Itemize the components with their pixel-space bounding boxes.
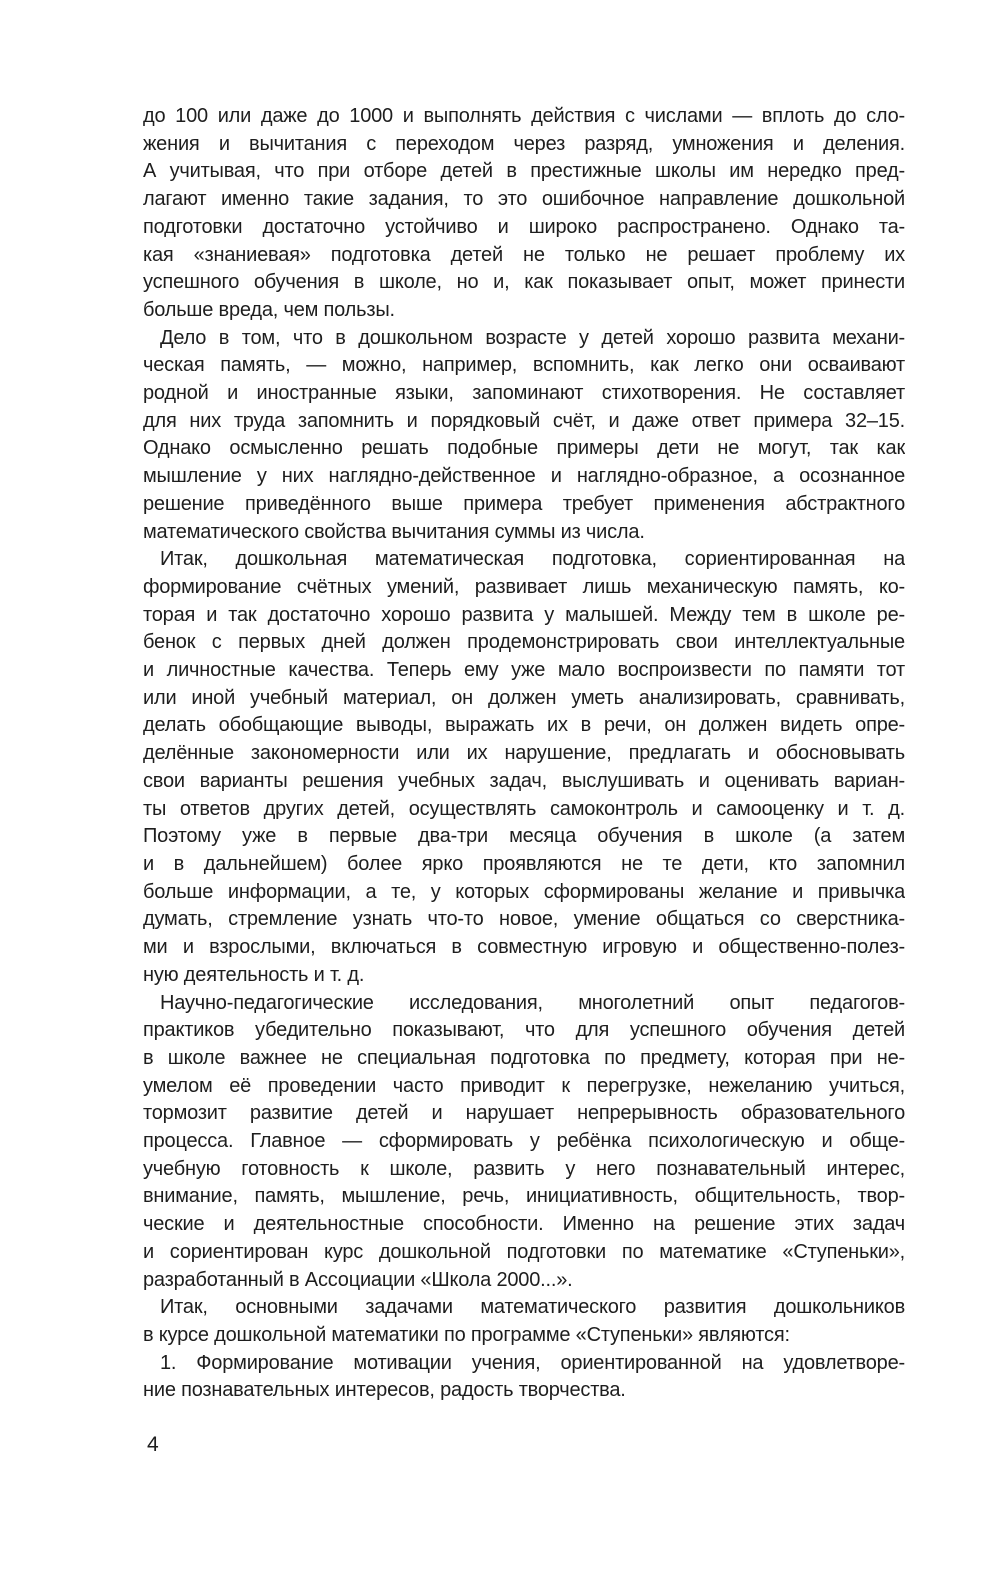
text-line: ми и взрослыми, включаться в совместную игровую и общественно-полез- [143, 936, 905, 959]
text-line: ную деятельность и т. д. [143, 963, 365, 986]
text-line: и личностные качества. Теперь ему уже мало воспроизвести по памяти тот [143, 659, 905, 682]
text-line: умелом её проведении часто приводит к перегрузке, нежеланию учиться, [143, 1074, 905, 1097]
text-line: лагают именно такие задания, то это ошибочное направление дошкольной [143, 188, 905, 211]
text-line: Научно-педагогические исследования, многолетний опыт педагогов- [160, 991, 905, 1014]
text-line: больше вреда, чем пользы. [143, 298, 395, 321]
text-line: жения и вычитания с переходом через разряд, умножения и деления. [143, 132, 905, 155]
text-line: внимание, память, мышление, речь, инициативность, общительность, твор- [143, 1185, 905, 1208]
text-line: успешного обучения в школе, но и, как показывает опыт, может принести [143, 271, 905, 294]
paragraph [143, 325, 905, 547]
text-line: тормозит развитие детей и нарушает непрерывность образовательного [143, 1102, 905, 1125]
text-line: и в дальнейшем) более ярко проявляются не те дети, кто запомнил [143, 852, 905, 875]
text-line: кая «знаниевая» подготовка детей не только не решает проблему их [143, 243, 905, 266]
text-line: для них труда запомнить и порядковый счёт, и даже ответ примера 32–15. [143, 409, 905, 432]
text-line: Итак, основными задачами математического развития дошкольников [160, 1296, 905, 1319]
text-line: торая и так достаточно хорошо развита у малышей. Между тем в школе ре- [143, 603, 905, 626]
text-line: думать, стремление узнать что-то новое, умение общаться со сверстника- [143, 908, 905, 931]
paragraph [143, 1350, 905, 1405]
text-line: в школе важнее не специальная подготовка по предмету, которая при не- [143, 1046, 905, 1069]
text-line: 1. Формирование мотивации учения, ориентированной на удовлетворе- [160, 1351, 905, 1374]
text-line: учебную готовность к школе, развить у него познавательный интерес, [143, 1157, 905, 1180]
text-block [143, 103, 905, 1405]
text-line: делать обобщающие выводы, выражать их в речи, он должен видеть опре- [143, 714, 905, 737]
text-line: в курсе дошкольной математики по программе «Ступеньки» являются: [143, 1323, 790, 1346]
page-number: 4 [147, 1433, 159, 1456]
text-line: ты ответов других детей, осуществлять самоконтроль и самооценку и т. д. [143, 797, 905, 820]
text-line: ние познавательных интересов, радость творчества. [143, 1379, 626, 1402]
text-line: подготовки достаточно устойчиво и широко распространено. Однако та- [143, 215, 905, 238]
text-line: Поэтому уже в первые два-три месяца обучения в школе (а затем [143, 825, 905, 848]
text-line: больше информации, а те, у которых сформированы желание и привычка [143, 880, 905, 903]
text-line: и сориентирован курс дошкольной подготовки по математике «Ступеньки», [143, 1240, 905, 1263]
paragraph [143, 990, 905, 1295]
paragraph [143, 1294, 905, 1349]
text-line: свои варианты решения учебных задач, выслушивать и оценивать вариан- [143, 769, 905, 792]
text-line: математического свойства вычитания суммы из числа. [143, 520, 645, 543]
text-line: разработанный в Ассоциации «Школа 2000...». [143, 1268, 573, 1291]
text-line: ческая память, — можно, например, вспомнить, как легко они осваивают [143, 354, 905, 377]
paragraph [143, 546, 905, 989]
text-line: Однако осмысленно решать подобные примеры дети не могут, так как [143, 437, 905, 460]
text-line: родной и иностранные языки, запоминают стихотворения. Не составляет [143, 382, 905, 405]
paragraph [143, 103, 905, 325]
text-line: Итак, дошкольная математическая подготовка, сориентированная на [160, 548, 905, 571]
text-line: практиков убедительно показывают, что для успешного обучения детей [143, 1019, 905, 1042]
text-line: формирование счётных умений, развивает лишь механическую память, ко- [143, 575, 905, 598]
text-line: решение приведённого выше примера требует применения абстрактного [143, 492, 905, 515]
text-line: ческие и деятельностные способности. Именно на решение этих задач [143, 1213, 905, 1236]
text-line: мышление у них наглядно-действенное и наглядно-образное, а осознанное [143, 465, 905, 488]
text-line: Дело в том, что в дошкольном возрасте у детей хорошо развита механи- [160, 326, 905, 349]
text-line: А учитывая, что при отборе детей в престижные школы им нередко пред- [143, 160, 905, 183]
text-line: делённые закономерности или их нарушение, предлагать и обосновывать [143, 742, 905, 765]
text-line: бенок с первых дней должен продемонстрировать свои интеллектуальные [143, 631, 905, 654]
text-line: до 100 или даже до 1000 и выполнять действия с числами — вплоть до сло- [143, 105, 905, 127]
text-line: или иной учебный материал, он должен уметь анализировать, сравнивать, [143, 686, 905, 709]
text-line: процесса. Главное — сформировать у ребёнка психологическую и обще- [143, 1130, 905, 1153]
